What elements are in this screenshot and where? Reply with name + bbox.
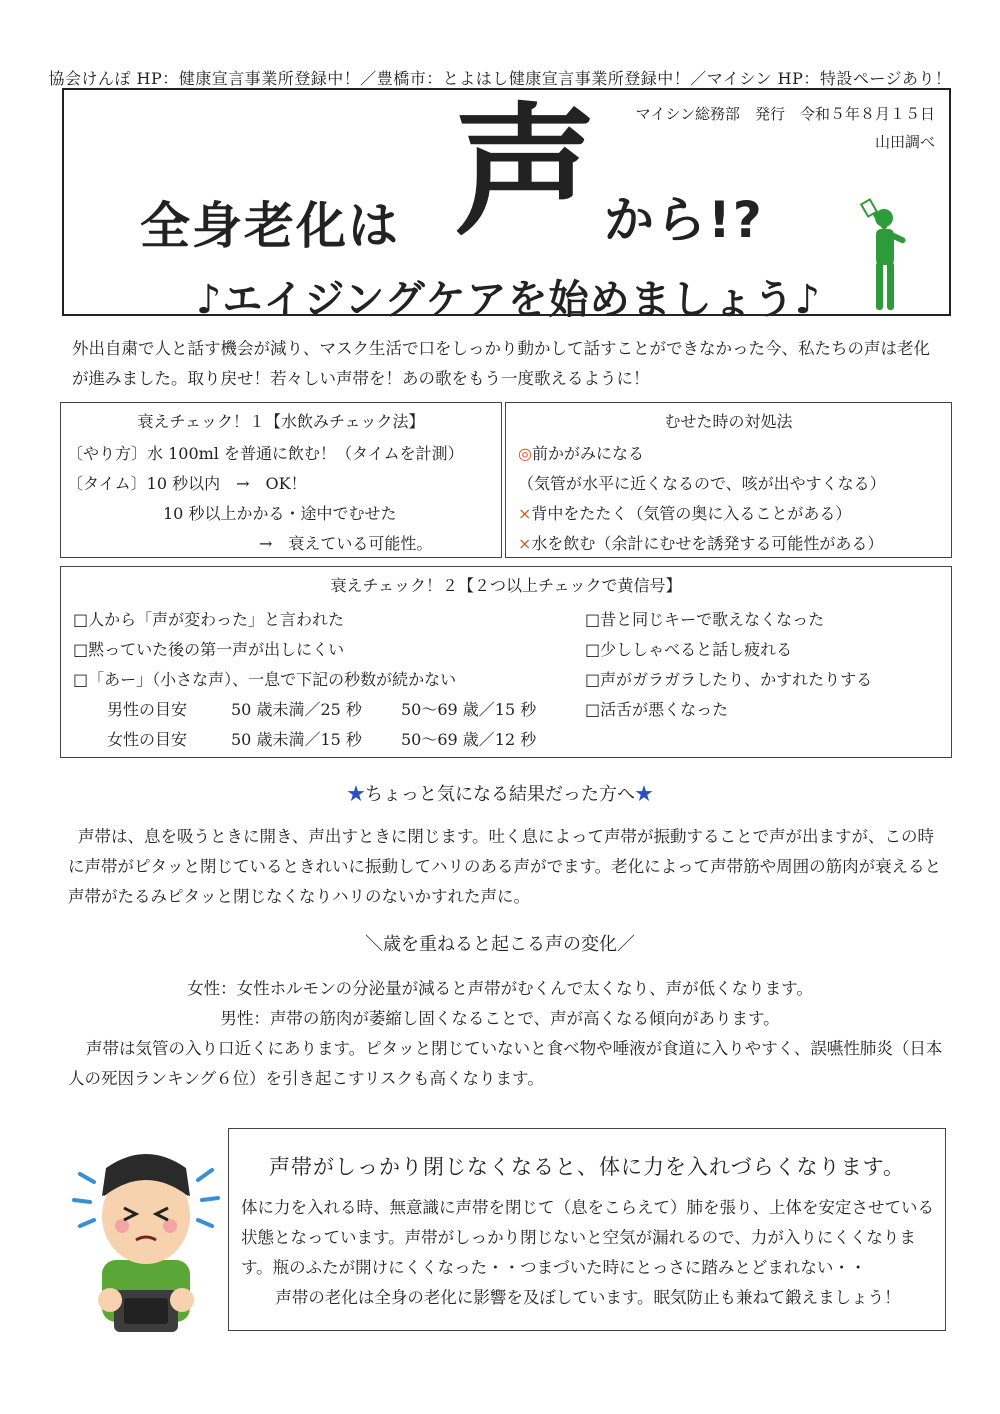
check2-item[interactable]: □少ししゃべると話し疲れる <box>585 640 793 659</box>
issue-date: マイシン総務部 発行 令和５年８月１５日 <box>635 105 935 123</box>
check1-how: 〔やり方〕水 100ml を普通に飲む！（タイムを計測） <box>67 444 464 463</box>
check2-item[interactable]: □黙っていた後の第一声が出しにくい <box>73 640 345 659</box>
check1-time: 〔タイム〕10 秒以内 → OK！ <box>67 474 307 493</box>
bottom-title: 声帯がしっかり閉じなくなると、体に力を入れづらくなります。 <box>269 1155 905 1179</box>
cross-icon: × <box>518 504 532 523</box>
check2-box <box>60 566 952 758</box>
straining-kid-icon <box>66 1140 226 1340</box>
title-right: から!? <box>604 191 764 249</box>
double-circle-icon: ◎ <box>518 444 532 463</box>
bottom-body-main: 体に力を入れる時、無意識に声帯を閉じて（息をこらえて）肺を張り、上体を安定させている状態となっています。声帯がしっかり閉じないと空気が漏れるので、力が入りにくくなります。瓶のふたが開けにくくなった・・つまづいた時にとっさに踏みとどまれない・・ <box>241 1198 934 1277</box>
check1-over: 10 秒以上かかる・途中でむせた <box>163 504 397 523</box>
aging-body: 声帯は気管の入り口近くにあります。ピタッと閉じていないと食べ物や唾液が食道に入りやすく、誤嚥性肺炎（日本人の死因ランキング６位）を引き起こすリスクも高くなります。 <box>68 1039 943 1088</box>
male-label: 男性の目安 <box>107 700 188 719</box>
choking-box <box>505 402 952 558</box>
check1-title: 衰えチェック！１【水飲みチェック法】 <box>137 412 425 431</box>
female-under50: 50 歳未満／15 秒 <box>231 730 362 749</box>
aging-female: 女性：女性ホルモンの分泌量が減ると声帯がむくんで太くなり、声が低くなります。 <box>187 979 813 998</box>
check2-item[interactable]: □声がガラガラしたり、かすれたりする <box>585 670 873 689</box>
concern-heading: ★ちょっと気になる結果だった方へ★ <box>347 784 653 805</box>
bottom-body <box>241 1193 935 1313</box>
female-50-69: 50～69 歳／12 秒 <box>401 730 537 749</box>
check2-item[interactable]: □人から「声が変わった」と言われた <box>73 610 344 629</box>
check1-result: → 衰えている可能性。 <box>259 534 433 553</box>
cross-icon: × <box>518 534 532 553</box>
check2-item[interactable]: □活舌が悪くなった <box>585 700 729 719</box>
check2-item[interactable]: □「あー」（小さな声）、一息で下記の秒数が続かない <box>73 670 457 689</box>
choking-title: むせた時の対処法 <box>664 412 793 431</box>
star-icon: ★ <box>347 784 365 805</box>
choking-item2: ×背中をたたく（気管の奥に入ることがある） <box>518 504 852 523</box>
issuer-info <box>636 100 935 156</box>
intro-text: 外出自粛で人と話す機会が減り、マスク生活で口をしっかり動かして話すことができなかった今、私たちの声は老化が進みました。取り戻せ！若々しい声帯を！あの歌をもう一度歌えるように！ <box>72 339 930 388</box>
check2-title: 衰えチェック！２【２つ以上チェックで黄信号】 <box>330 576 682 595</box>
title-big: 声 <box>454 90 596 255</box>
person-drinking-icon <box>854 198 914 313</box>
aging-male: 男性：声帯の筋肉が萎縮し固くなることで、声が高くなる傾向があります。 <box>220 1009 780 1028</box>
star-icon: ★ <box>635 784 653 805</box>
aging-heading: ＼歳を重ねると起こる声の変化／ <box>365 934 635 955</box>
header-box <box>62 88 951 323</box>
female-label: 女性の目安 <box>107 730 188 749</box>
choking-item3: ×水を飲む（余計にむせを誘発する可能性がある） <box>518 534 884 553</box>
concern-body: 声帯は、息を吸うときに開き、声出すときに閉じます。吐く息によって声帯が振動することで声が出ますが、この時に声帯がピタッと閉じているときれいに振動してハリのある声がでます。老化によって声帯筋や周囲の筋肉が衰えると声帯がたるみピタッと閉じなくなりハリのないかすれた声に。 <box>68 827 942 906</box>
title-left: 全身老化は <box>140 197 400 255</box>
subtitle: ♪エイジングケアを始めましょう♪ <box>195 277 822 323</box>
choking-item1-note: （気管が水平に近くなるので、咳が出やすくなる） <box>518 474 886 493</box>
male-50-69: 50～69 歳／15 秒 <box>401 700 537 719</box>
check2-item[interactable]: □昔と同じキーで歌えなくなった <box>585 610 825 629</box>
check1-box <box>60 402 502 558</box>
choking-item1: ◎前かがみになる <box>518 444 644 463</box>
top-notice: 協会けんぽ HP：健康宣言事業所登録中！／豊橋市：とよはし健康宣言事業所登録中！／マイシン HP：特設ページあり！ <box>48 69 952 88</box>
bottom-box <box>228 1128 946 1331</box>
bottom-body-closing: 声帯の老化は全身の老化に影響を及ぼしています。眠気防止も兼ねて鍛えましょう！ <box>275 1288 901 1307</box>
male-under50: 50 歳未満／25 秒 <box>231 700 362 719</box>
author: 山田調べ <box>874 133 935 151</box>
